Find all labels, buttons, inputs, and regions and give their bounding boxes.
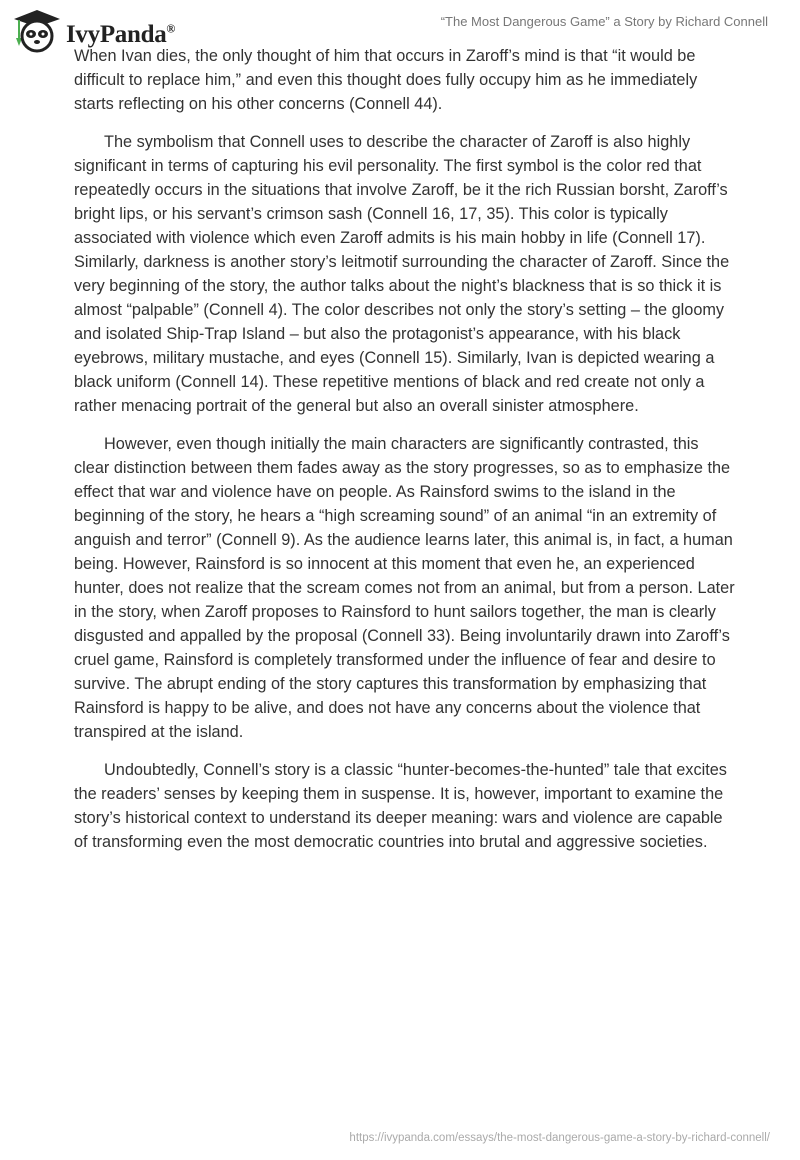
paragraph: The symbolism that Connell uses to describe the character of Zaroff is also highly significant in terms of capturing his evil personality. The first symbol is the color red that repeatedly occurs in the situations that involve Zaroff, be it the rich Russian borsht, Zaroff’s bright lips, or his servant’s crimson sash (Connell 16, 17, 35). This color is typically associated with violence which even Zaroff admits is his main hobby in life (Connell 17). Similarly, darkness is another story’s leitmotif surrounding the character of Zaroff. Since the very beginning of the story, the author talks about the night’s blackness that is so thick it is almost “palpable” (Connell 4). The color describes not only the story’s setting – the gloomy and isolated Ship-Trap Island – but also the protagonist’s appearance, with his black eyebrows, military mustache, and eyes (Connell 15). Similarly, Ivan is depicted wearing a black uniform (Connell 14). These repetitive mentions of black and red create not only a rather menacing portrait of the general but also an overall sinister atmosphere. [74, 133, 730, 415]
logo-text: IvyPanda [66, 21, 167, 48]
source-url-link[interactable]: https://ivypanda.com/essays/the-most-dangerous-game-a-story-by-richard-connell/ [349, 1132, 770, 1144]
paragraph: Undoubtedly, Connell’s story is a classic “hunter-becomes-the-hunted” tale that excites the readers’ senses by keeping them in suspense. It is, however, important to examine the story’s historical context to understand its deeper meaning: wars and violence are capable of transforming even the most democratic countries into brutal and aggressive societies. [74, 761, 727, 851]
essay-body [74, 44, 736, 868]
document-title: “The Most Dangerous Game” a Story by Richard Connell [440, 14, 768, 29]
paragraph: When Ivan dies, the only thought of him that occurs in Zaroff’s mind is that “it would be difficult to replace him,” and even this thought does fully occupy him as he immediately starts reflecting on his other concerns (Connell 44). [74, 47, 698, 113]
panda-graduate-icon [12, 8, 62, 54]
registered-mark: ® [166, 21, 176, 36]
paragraph: However, even though initially the main characters are significantly contrasted, this clear distinction between them fades away as the story progresses, so as to emphasize the effect that war and violence have on people. As Rainsford swims to the island in the beginning of the story, he hears a “high screaming sound” of an animal “in an extremity of anguish and terror” (Connell 9). As the audience learns later, this animal is, in fact, a human being. However, Rainsford is so innocent at this moment that even he, an experienced hunter, does not realize that the scream comes not from an animal, but from a person. Later in the story, when Zaroff proposes to Rainsford to hunt sailors together, the man is clearly disgusted and appalled by the proposal (Connell 33). Being involuntarily drawn into Zaroff’s cruel game, Rainsford is completely transformed under the influence of fear and desire to survive. The abrupt ending of the story captures this transformation by emphasizing that Rainsford is happy to be alive, and does not have any concerns about the violence that transpired at the island. [74, 435, 735, 741]
